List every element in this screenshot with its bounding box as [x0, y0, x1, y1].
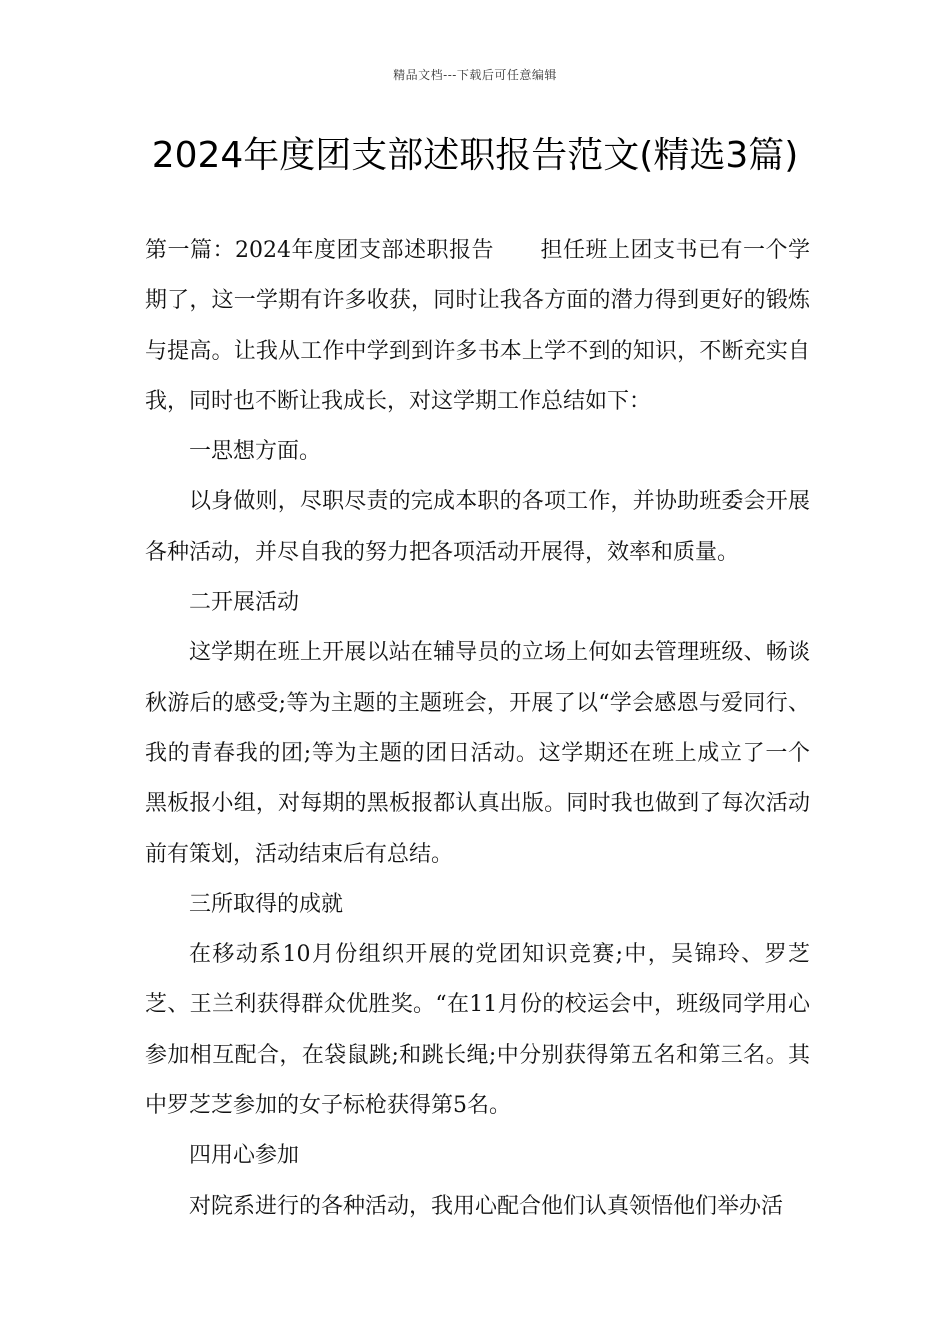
document-title: 2024年度团支部述职报告范文(精选3篇) [151, 135, 799, 176]
intro-text: 担任班上团支书已有一个学期了，这一学期有许多收获，同时让我各方面的潜力得到更好的锻炼与提高。让我从工作中学到到许多书本上学不到的知识，不断充实自我，同时也不断让我成长，对这学期工作总结如下： [145, 238, 810, 414]
header-note: 精品文档---下载后可任意编辑 [393, 68, 557, 82]
section-paragraph-4: 对院系进行的各种活动，我用心配合他们认真领悟他们举办活 [189, 1193, 784, 1219]
document-body [145, 226, 810, 1232]
intro-label: 第一篇：2024年度团支部述职报告 [145, 238, 494, 263]
section-heading-3: 三所取得的成就 [189, 891, 344, 917]
intro-paragraph [145, 226, 810, 427]
section-heading-1: 一思想方面。 [189, 439, 322, 465]
section-heading-2: 二开展活动 [189, 590, 300, 616]
section-paragraph-2: 这学期在班上开展以站在辅导员的立场上何如去管理班级、畅谈秋游后的感受;等为主题的主题班会，开展了以“学会感恩与爱同行、我的青春我的团;等为主题的团日活动。这学期还在班上成立了一个黑板报小组，对每期的黑板报都认真出版。同时我也做到了每次活动前有策划，活动结束后有总结。 [145, 640, 810, 867]
section-heading-4: 四用心参加 [189, 1143, 300, 1169]
section-paragraph-1: 以身做则，尽职尽责的完成本职的各项工作，并协助班委会开展各种活动，并尽自我的努力把各项活动开展得，效率和质量。 [145, 489, 810, 565]
section-paragraph-3: 在移动系10月份组织开展的党团知识竞赛;中，吴锦玲、罗芝芝、王兰利获得群众优胜奖。“在11月份的校运会中，班级同学用心参加相互配合，在袋鼠跳;和跳长绳;中分别获得第五名和第三名。其中罗芝芝参加的女子标枪获得第5名。 [145, 942, 810, 1119]
